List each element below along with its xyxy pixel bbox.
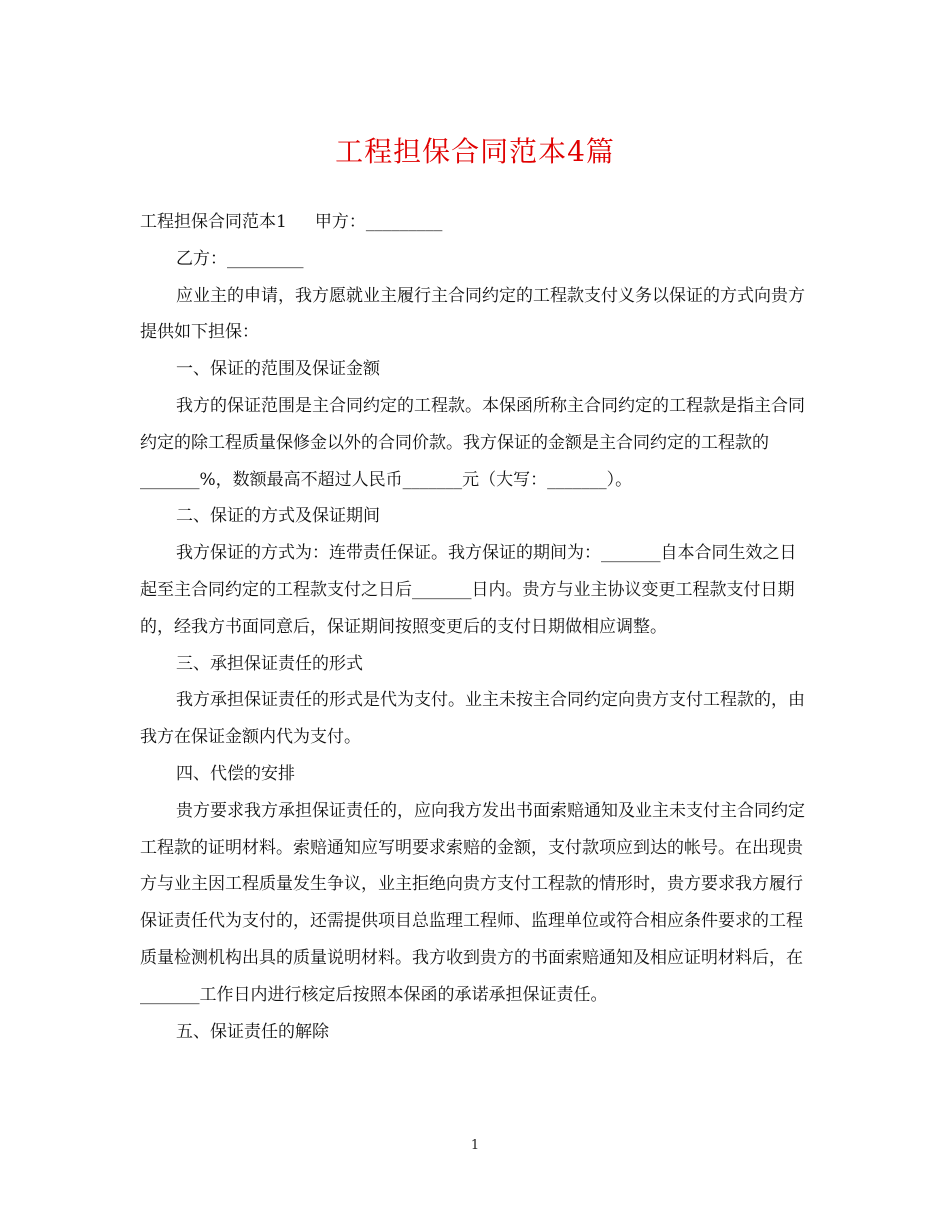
paragraph-method: 我方保证的方式为：连带责任保证。我方保证的期间为：_______自本合同生效之日起至主合同约定的工程款支付之日后_______日内。贵方与业主协议变更工程款支付日期的，经我方书面同意后，保证期间按照变更后的支付日期做相应调整。 <box>140 543 797 637</box>
contract-label: 工程担保合同范本1 <box>140 212 287 232</box>
paragraph-application: 应业主的申请，我方愿就业主履行主合同约定的工程款支付义务以保证的方式向贵方提供如下担保： <box>140 285 805 343</box>
intro-line <box>140 204 812 241</box>
section-heading-compensation: 四、代偿的安排 <box>176 763 295 784</box>
party-b-field: 乙方：_________ <box>176 248 304 269</box>
paragraph-compensation: 贵方要求我方承担保证责任的，应向我方发出书面索赔通知及业主未支付主合同约定工程款的证明材料。索赔通知应写明要求索赔的金额，支付款项应到达的帐号。在出现贵方与业主因工程质量发生争议，业主拒绝向贵方支付工程款的情形时，贵方要求我方履行保证责任代为支付的，还需提供项目总监理工程师、监理单位或符合相应条件要求的工程质量检测机构出具的质量说明材料。我方收到贵方的书面索赔通知及相应证明材料后，在_______工作日内进行核定后按照本保函的承诺承担保证责任。 <box>140 800 805 1005</box>
document-title: 工程担保合同范本4篇 <box>335 135 615 168</box>
party-a-field: 甲方：_________ <box>314 212 443 232</box>
document-body <box>140 204 812 1050</box>
paragraph-scope: 我方的保证范围是主合同约定的工程款。本保函所称主合同约定的工程款是指主合同约定的除工程质量保修金以外的合同价款。我方保证的金额是主合同约定的工程款的_______%，数额最高不超过人民币_______元（大写：_______）。 <box>140 395 805 490</box>
page-number: 1 <box>470 1138 480 1153</box>
paragraph-form: 我方承担保证责任的形式是代为支付。业主未按主合同约定向贵方支付工程款的，由我方在保证金额内代为支付。 <box>140 690 805 748</box>
section-heading-method: 二、保证的方式及保证期间 <box>176 506 380 527</box>
section-heading-scope: 一、保证的范围及保证金额 <box>176 359 380 380</box>
section-heading-form: 三、承担保证责任的形式 <box>176 653 363 674</box>
section-heading-release: 五、保证责任的解除 <box>176 1021 329 1042</box>
